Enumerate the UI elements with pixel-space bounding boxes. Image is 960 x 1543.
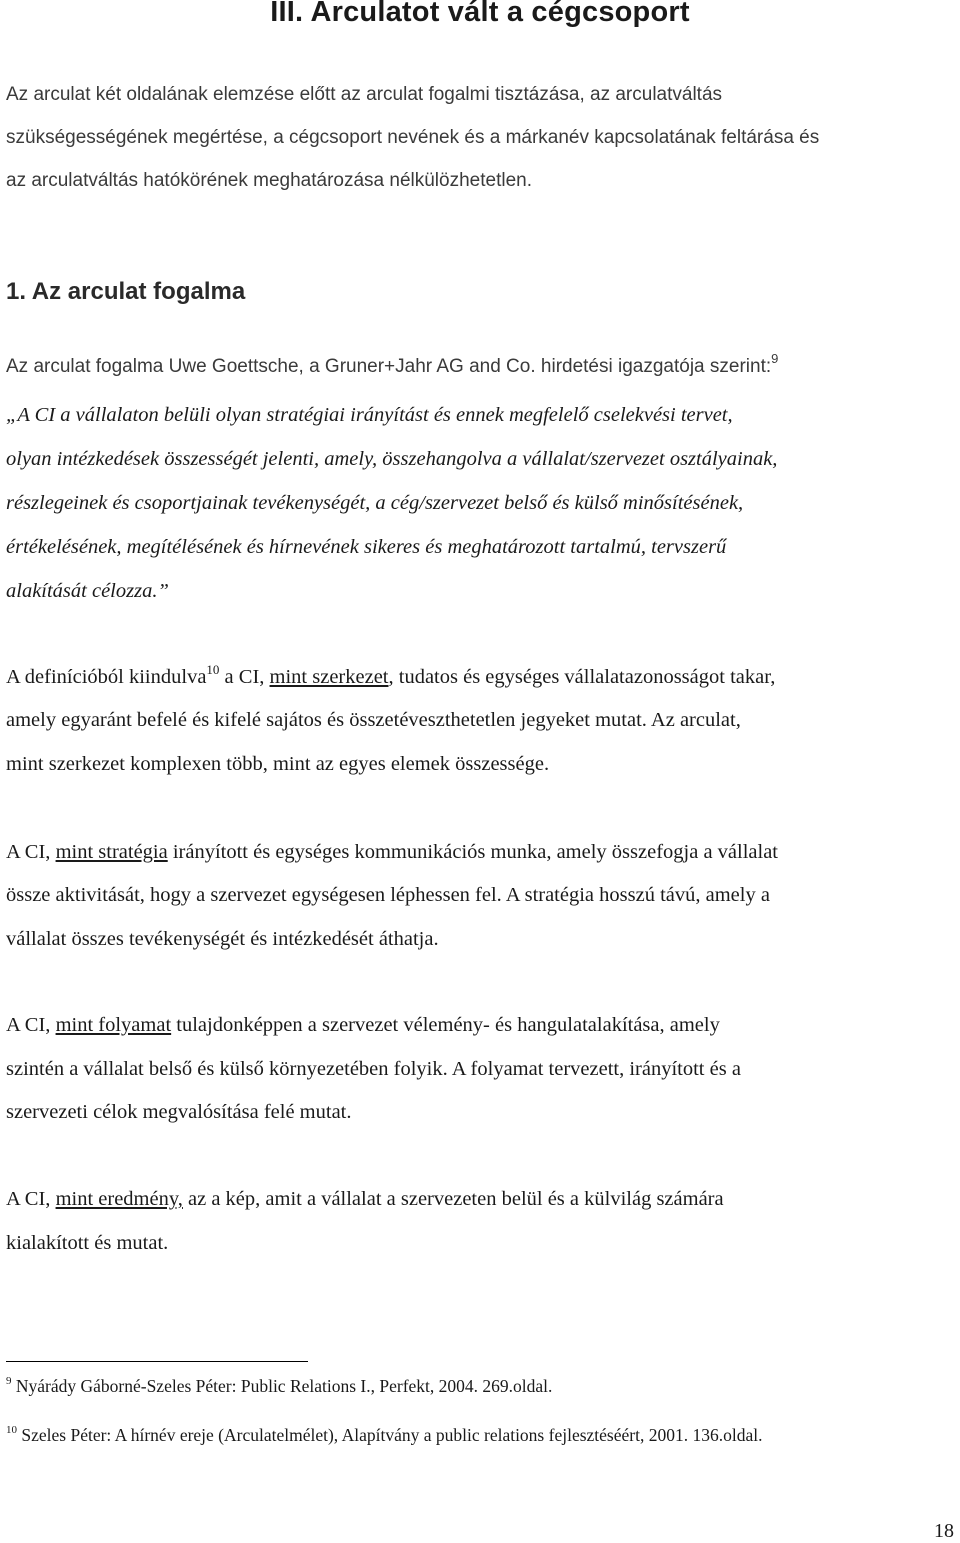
quote-line-5: alakítását célozza.” [6,580,169,602]
footnote-num: 9 [6,1375,12,1387]
footnote-9 [6,1376,552,1397]
strategy-post: irányított és egységes kommunikációs munka, amely összefogja a vállalat [167,841,778,863]
footnote-separator [6,1361,308,1362]
process-underlined: mint folyamat [55,1014,172,1036]
footnote-text: Szeles Péter: A hírnév ereje (Arculatelmélet), Alapítvány a public relations fejlesztéséért, 2001. 136.oldal. [21,1425,763,1445]
page-number: 18 [934,1520,954,1542]
result-pre: A CI, [6,1188,56,1210]
strategy-line-3: vállalat összes tevékenységét és intézkedését áthatja. [6,928,439,950]
quote-line-1: „A CI a vállalaton belüli olyan stratégiai irányítást és ennek megfelelő cselekvési tervet, [6,404,733,426]
footnote-10 [6,1425,762,1446]
footnote-ref-9[interactable]: 9 [771,351,779,366]
process-pre: A CI, [6,1014,56,1036]
footnote-text: Nyárády Gáborné-Szeles Péter: Public Relations I., Perfekt, 2004. 269.oldal. [15,1376,553,1396]
intro-line-1: Az arculat két oldalának elemzése előtt az arculat fogalmi tisztázása, az arculatváltás [6,84,723,105]
strategy-pre: A CI, [6,841,56,863]
structure-pre: A definícióból kiindulva [6,666,207,688]
process-line-1 [6,1014,720,1037]
structure-mid: a CI, [219,666,270,688]
chapter-title: III. Arculatot vált a cégcsoport [270,0,690,28]
quote-line-3: részlegeinek és csoportjainak tevékenységét, a cég/szervezet belső és külső minősítésének, [6,492,744,514]
result-line-2: kialakított és mutat. [6,1232,169,1254]
strategy-underlined: mint stratégia [55,841,168,863]
strategy-line-1 [6,841,778,864]
structure-post: , tudatos és egységes vállalatazonosságot takar, [388,666,776,688]
footnote-num: 10 [6,1424,17,1436]
structure-line-2: amely egyaránt befelé és kifelé sajátos és összetéveszthetetlen jegyeket mutat. Az arculat, [6,709,741,731]
quote-line-2: olyan intézkedések összességét jelenti, amely, összehangolva a vállalat/szervezet osztályainak, [6,448,778,470]
process-line-3: szervezeti célok megvalósítása felé mutat. [6,1101,352,1123]
section-lead [6,351,779,378]
result-line-1 [6,1188,724,1211]
footnote-ref-10[interactable]: 10 [206,662,220,677]
structure-line-1 [6,662,776,689]
result-post: az a kép, amit a vállalat a szervezeten belül és a külvilág számára [182,1188,724,1210]
intro-line-3: az arculatváltás hatókörének meghatározása nélkülözhetetlen. [6,170,532,191]
structure-line-3: mint szerkezet komplexen több, mint az egyes elemek összessége. [6,753,550,775]
strategy-line-2: össze aktivitását, hogy a szervezet egységesen léphessen fel. A stratégia hosszú távú, amely a [6,884,770,906]
result-underlined: mint eredmény, [55,1188,183,1210]
quote-line-4: értékelésének, megítélésének és hírnevének sikeres és meghatározott tartalmú, tervszerű [6,536,727,558]
section-heading: 1. Az arculat fogalma [6,278,246,305]
section-lead-text: Az arculat fogalma Uwe Goettsche, a Gruner+Jahr AG and Co. hirdetési igazgatója szerint: [6,356,772,377]
structure-underlined: mint szerkezet [269,666,389,688]
process-post: tulajdonképpen a szervezet vélemény- és hangulatalakítása, amely [171,1014,720,1036]
process-line-2: szintén a vállalat belső és külső környezetében folyik. A folyamat tervezett, irányított és a [6,1058,741,1080]
intro-line-2: szükségességének megértése, a cégcsoport nevének és a márkanév kapcsolatának feltárása és [6,127,820,148]
